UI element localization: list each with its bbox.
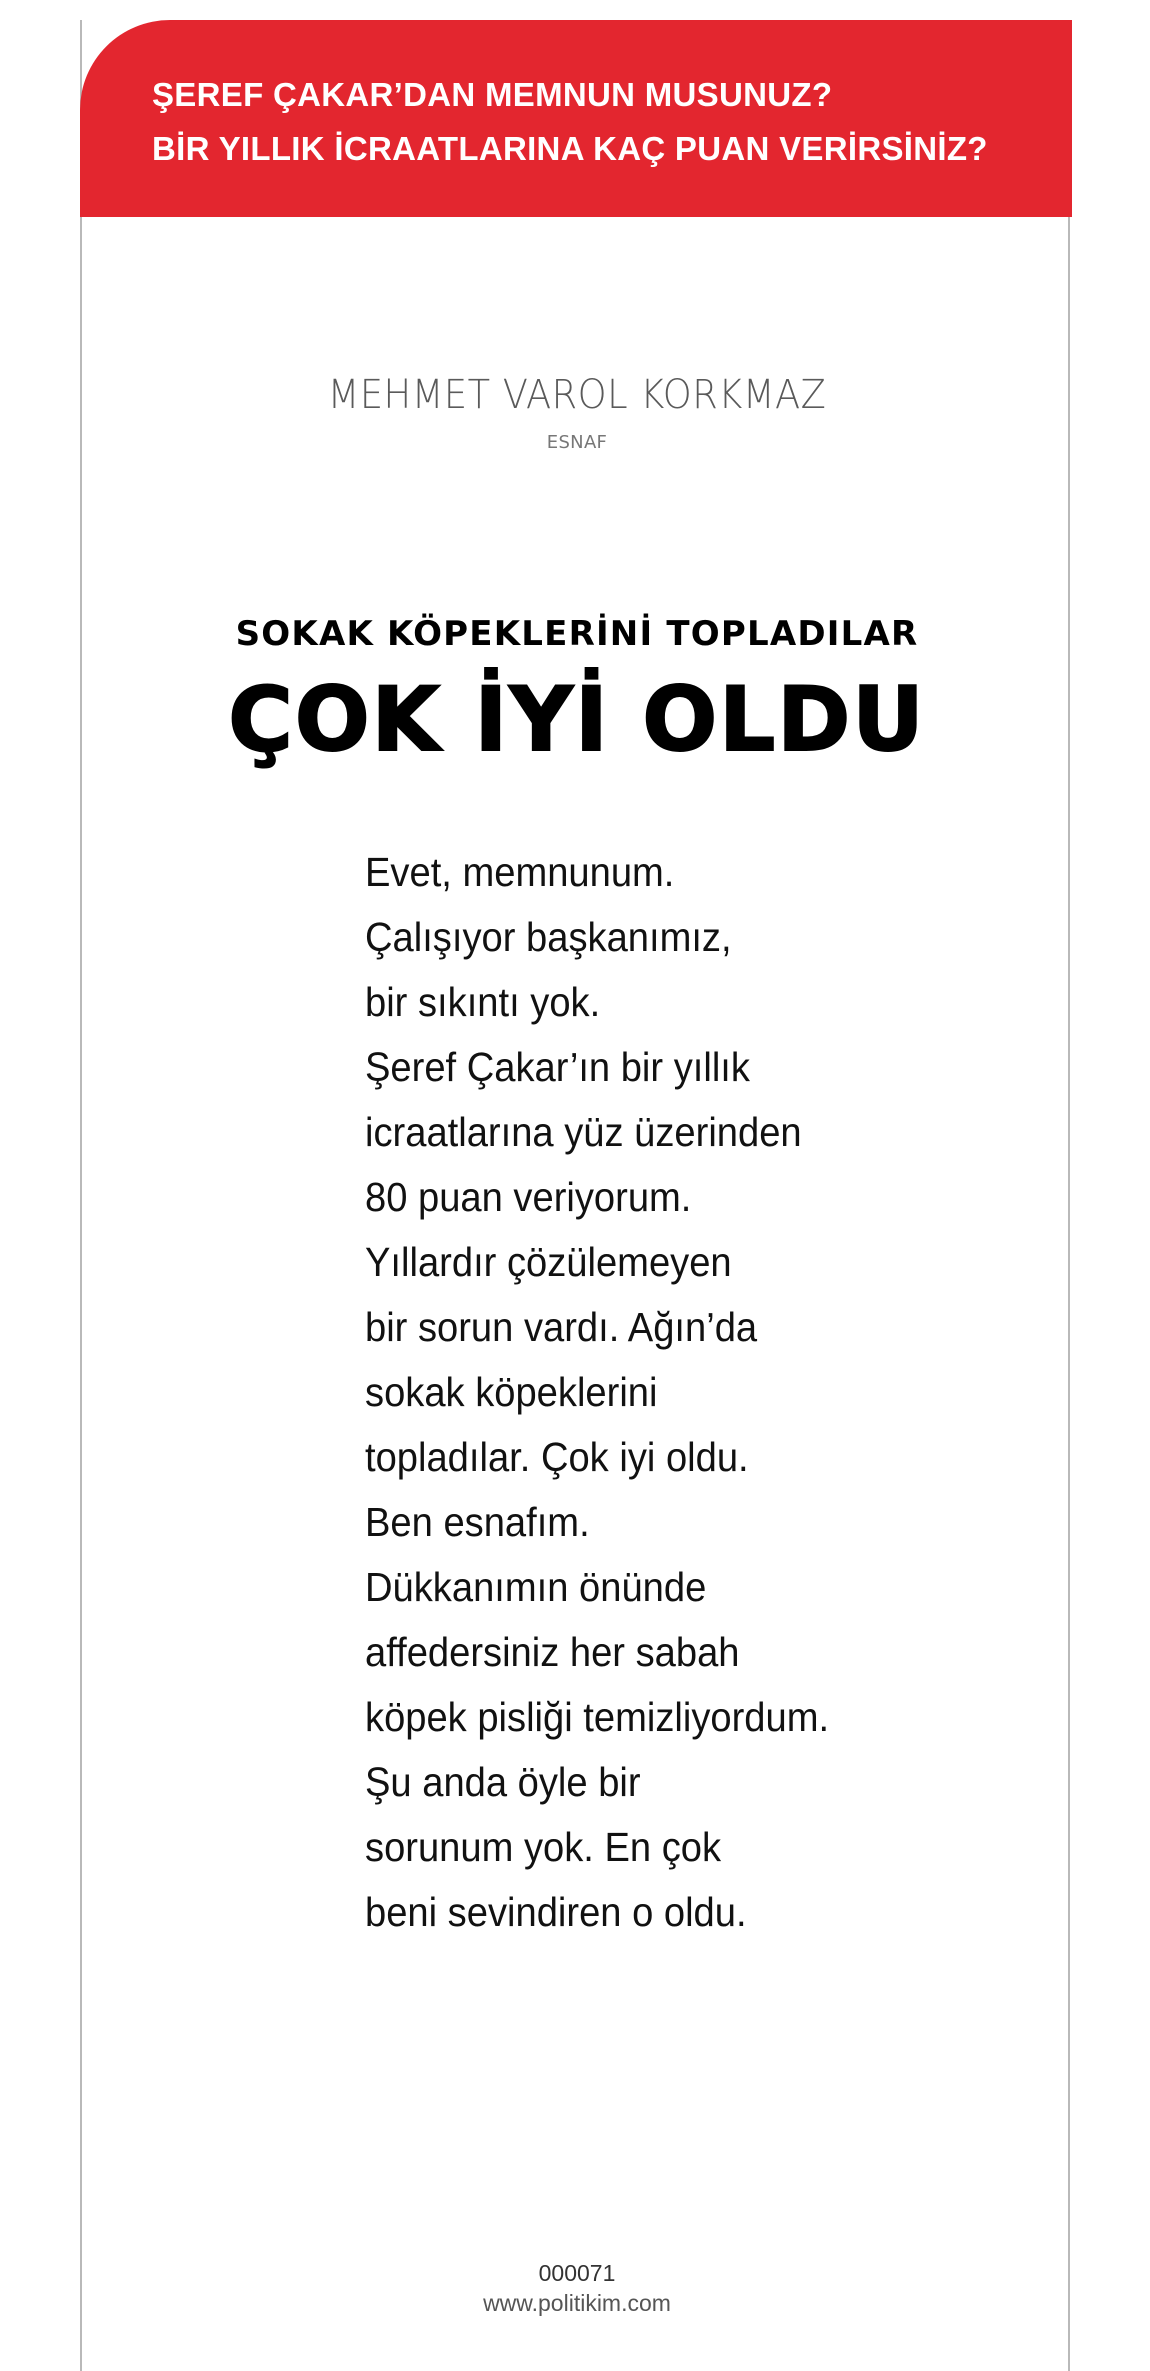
answer-line: affedersiniz her sabah	[365, 1629, 740, 1675]
answer-line: Yıllardır çözülemeyen	[365, 1239, 732, 1285]
answer-line: Şeref Çakar’ın bir yıllık	[365, 1044, 750, 1090]
answer-line: Dükkanımın önünde	[365, 1564, 707, 1610]
sub-headline: SOKAK KÖPEKLERİNİ TOPLADILAR	[235, 614, 919, 654]
main-headline: ÇOK İYİ OLDU	[228, 668, 926, 771]
answer-line: köpek pisliği temizliyordum.	[365, 1694, 830, 1740]
interview-card	[80, 20, 1070, 2371]
answer-line: sorunum yok. En çok	[365, 1824, 722, 1870]
question-line-1: ŞEREF ÇAKAR’DAN MEMNUN MUSUNUZ?	[152, 76, 833, 113]
website-link[interactable]: www.politikim.com	[483, 2290, 671, 2316]
answer-line: bir sorun vardı. Ağın’da	[365, 1304, 758, 1350]
answer-line: bir sıkıntı yok.	[365, 979, 601, 1025]
answer-line: icraatlarına yüz üzerinden	[365, 1109, 802, 1155]
answer-line: beni sevindiren o oldu.	[365, 1889, 747, 1935]
answer-line: Çalışıyor başkanımız,	[365, 914, 732, 960]
question-line-2: BİR YILLIK İCRAATLARINA KAÇ PUAN VERİRSİNİZ?	[152, 130, 988, 167]
answer-line: sokak köpeklerini	[365, 1369, 658, 1415]
answer-line: Şu anda öyle bir	[365, 1759, 641, 1805]
page-code: 000071	[538, 2260, 616, 2286]
answer-line: 80 puan veriyorum.	[365, 1174, 692, 1220]
answer-text	[365, 840, 965, 1945]
interviewee-role: ESNAF	[546, 432, 608, 453]
answer-line: topladılar. Çok iyi oldu.	[365, 1434, 749, 1480]
interviewee-name: MEHMET VAROL KORKMAZ	[327, 372, 827, 418]
question-banner	[80, 20, 1072, 217]
answer-line: Evet, memnunum.	[365, 849, 675, 895]
answer-line: Ben esnafım.	[365, 1499, 590, 1545]
